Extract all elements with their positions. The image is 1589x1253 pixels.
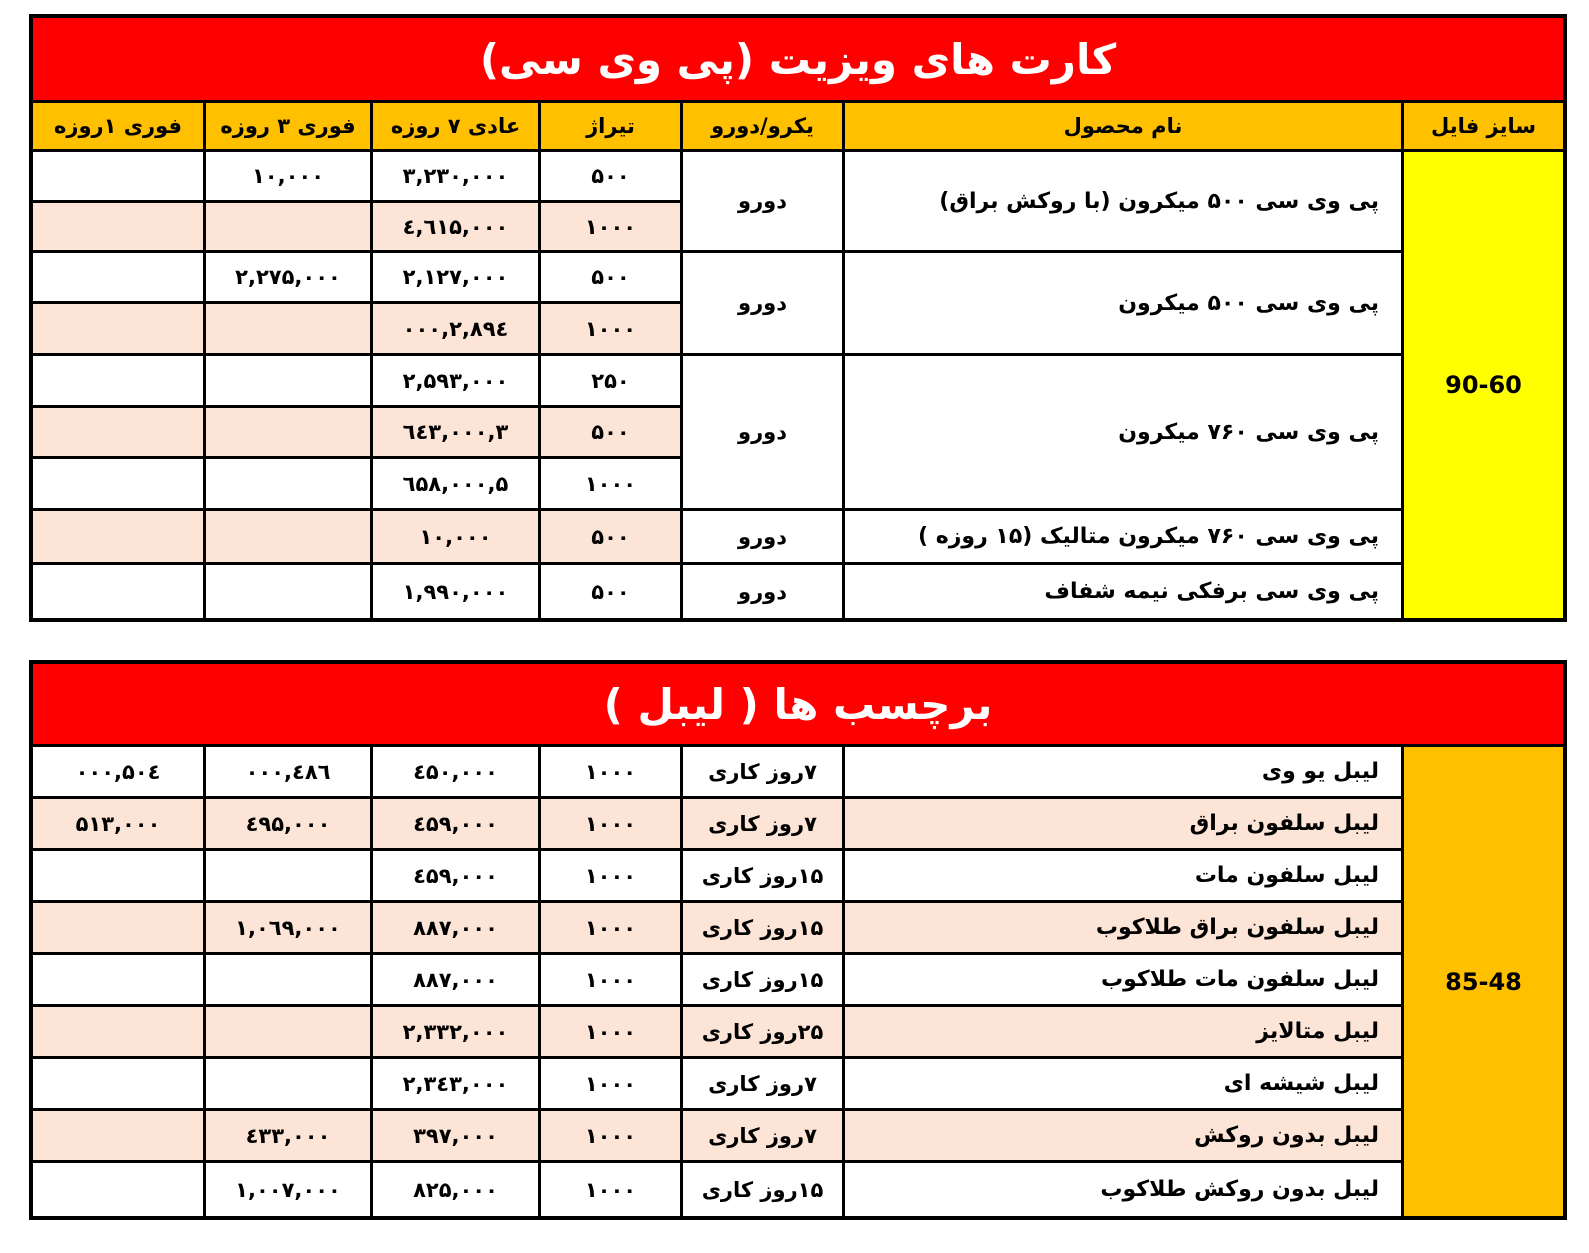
label-price-fast1 — [33, 851, 203, 900]
label-price-fast3: ۱,۰۰۷,۰۰۰ — [206, 1163, 370, 1216]
pvc-price-normal: ۵,٦۵۸,۰۰۰ — [373, 459, 538, 508]
pvc-table-title: کارت های ویزیت (پی وی سی) — [33, 18, 1563, 100]
label-qty: ۱۰۰۰ — [541, 1059, 680, 1108]
label-price-normal: ۸۲۵,۰۰۰ — [373, 1163, 538, 1216]
label-price-fast1 — [33, 955, 203, 1004]
label-product-name: لیبل یو وی — [845, 747, 1401, 796]
label-price-fast1 — [33, 1059, 203, 1108]
pvc-price-normal: ٤,٦۱۵,۰۰۰ — [373, 203, 538, 250]
pvc-price-fast3 — [206, 203, 370, 250]
pvc-qty: ۵۰۰ — [541, 511, 680, 562]
label-price-normal: ٤۵۹,۰۰۰ — [373, 851, 538, 900]
label-qty: ۱۰۰۰ — [541, 1111, 680, 1160]
pvc-product-name: پی وی سی برفکی نیمه شفاف — [845, 565, 1401, 618]
label-price-fast3 — [206, 1007, 370, 1056]
label-product-name: لیبل شیشه ای — [845, 1059, 1401, 1108]
pvc-price-fast3 — [206, 408, 370, 456]
pvc-product-name: پی وی سی ۵۰۰ میکرون (با روکش براق) — [845, 152, 1401, 250]
label-price-fast1 — [33, 1111, 203, 1160]
pvc-qty: ۱۰۰۰ — [541, 304, 680, 353]
header-size: سایز فایل — [1404, 103, 1563, 149]
labels-price-table — [29, 660, 1567, 1220]
label-price-fast3: ٤۹۵,۰۰۰ — [206, 799, 370, 848]
label-product-name: لیبل سلفون براق طلاکوب — [845, 903, 1401, 952]
pvc-product-name: پی وی سی ۷۶۰ میکرون متالیک (۱۵ روزه ) — [845, 511, 1401, 562]
pvc-price-fast1 — [33, 459, 203, 508]
label-price-fast1 — [33, 1007, 203, 1056]
pvc-sides: دورو — [683, 565, 842, 618]
pvc-qty: ۱۰۰۰ — [541, 203, 680, 250]
label-product-name: لیبل متالایز — [845, 1007, 1401, 1056]
label-price-normal: ۲,۳۳۲,۰۰۰ — [373, 1007, 538, 1056]
pvc-qty: ۲۵۰ — [541, 356, 680, 405]
pvc-price-fast3: ۲,۲۷۵,۰۰۰ — [206, 253, 370, 301]
pvc-size-cell: 90-60 — [1404, 152, 1563, 618]
pvc-price-fast3 — [206, 565, 370, 618]
label-price-fast3 — [206, 955, 370, 1004]
pvc-product-name: پی وی سی ۷۶۰ میکرون — [845, 356, 1401, 508]
pvc-sides: دورو — [683, 356, 842, 508]
label-product-name: لیبل سلفون مات — [845, 851, 1401, 900]
label-qty: ۱۰۰۰ — [541, 747, 680, 796]
pvc-price-fast1 — [33, 304, 203, 353]
pvc-qty: ۱۰۰۰ — [541, 459, 680, 508]
header-fast-1-day: فوری ۱روزه — [33, 103, 203, 149]
label-product-name: لیبل سلفون براق — [845, 799, 1401, 848]
label-price-fast3 — [206, 851, 370, 900]
label-price-normal: ۲,۳٤۳,۰۰۰ — [373, 1059, 538, 1108]
header-qty: تیراژ — [541, 103, 680, 149]
label-product-name: لیبل بدون روکش — [845, 1111, 1401, 1160]
pvc-price-fast3 — [206, 304, 370, 353]
label-price-fast1 — [33, 903, 203, 952]
label-price-normal: ۸۸۷,۰۰۰ — [373, 955, 538, 1004]
label-days: ۱۵روز کاری — [683, 903, 842, 952]
pvc-price-fast1 — [33, 565, 203, 618]
pvc-price-normal: ۲,۱۲۷,۰۰۰ — [373, 253, 538, 301]
header-normal-7-day: عادی ۷ روزه — [373, 103, 538, 149]
label-price-fast3: ٤۳۳,۰۰۰ — [206, 1111, 370, 1160]
pvc-qty: ۵۰۰ — [541, 253, 680, 301]
pvc-price-fast3: ۱۰,۰۰۰ — [206, 152, 370, 200]
label-qty: ۱۰۰۰ — [541, 1007, 680, 1056]
pvc-price-fast1 — [33, 356, 203, 405]
pvc-price-normal: ۱,۹۹۰,۰۰۰ — [373, 565, 538, 618]
pvc-price-fast3 — [206, 511, 370, 562]
pvc-price-fast1 — [33, 253, 203, 301]
label-qty: ۱۰۰۰ — [541, 903, 680, 952]
label-days: ۱۵روز کاری — [683, 851, 842, 900]
labels-size-cell: 85-48 — [1404, 747, 1563, 1216]
pvc-price-fast1 — [33, 408, 203, 456]
pvc-price-fast1 — [33, 511, 203, 562]
header-product: نام محصول — [845, 103, 1401, 149]
header-fast-3-day: فوری ۳ روزه — [206, 103, 370, 149]
labels-table-title: برچسب ها ( لیبل ) — [33, 664, 1563, 744]
label-qty: ۱۰۰۰ — [541, 851, 680, 900]
pvc-sides: دورو — [683, 152, 842, 250]
pvc-qty: ۵۰۰ — [541, 152, 680, 200]
pvc-price-normal: ۲,۵۹۳,۰۰۰ — [373, 356, 538, 405]
label-days: ۱۵روز کاری — [683, 955, 842, 1004]
pvc-price-normal: ۳,٦٤۳,۰۰۰ — [373, 408, 538, 456]
label-qty: ۱۰۰۰ — [541, 799, 680, 848]
label-days: ۲۵روز کاری — [683, 1007, 842, 1056]
header-sides: یکرو/دورو — [683, 103, 842, 149]
label-price-fast1: ۵۱۳,۰۰۰ — [33, 799, 203, 848]
label-price-fast3: ۱,۰٦۹,۰۰۰ — [206, 903, 370, 952]
label-price-normal: ۳۹۷,۰۰۰ — [373, 1111, 538, 1160]
pvc-price-normal: ۳,۲۳۰,۰۰۰ — [373, 152, 538, 200]
label-days: ۷روز کاری — [683, 1111, 842, 1160]
pvc-price-normal: ۱۰,۰۰۰ — [373, 511, 538, 562]
pvc-price-normal: ۲,۸۹٤,۰۰۰ — [373, 304, 538, 353]
pvc-sides: دورو — [683, 253, 842, 353]
pvc-price-table — [29, 14, 1567, 622]
label-product-name: لیبل سلفون مات طلاکوب — [845, 955, 1401, 1004]
label-days: ۱۵روز کاری — [683, 1163, 842, 1216]
label-product-name: لیبل بدون روکش طلاکوب — [845, 1163, 1401, 1216]
pvc-price-fast1 — [33, 152, 203, 200]
label-price-fast1 — [33, 1163, 203, 1216]
pvc-sides: دورو — [683, 511, 842, 562]
label-price-fast3 — [206, 1059, 370, 1108]
pvc-qty: ۵۰۰ — [541, 408, 680, 456]
label-days: ۷روز کاری — [683, 799, 842, 848]
label-days: ۷روز کاری — [683, 747, 842, 796]
label-qty: ۱۰۰۰ — [541, 1163, 680, 1216]
label-price-normal: ۸۸۷,۰۰۰ — [373, 903, 538, 952]
pvc-price-fast1 — [33, 203, 203, 250]
label-price-normal: ٤۵۹,۰۰۰ — [373, 799, 538, 848]
label-price-normal: ٤۵۰,۰۰۰ — [373, 747, 538, 796]
label-price-fast3: ٤۸٦,۰۰۰ — [206, 747, 370, 796]
pvc-price-fast3 — [206, 459, 370, 508]
label-price-fast1: ۵۰٤,۰۰۰ — [33, 747, 203, 796]
pvc-qty: ۵۰۰ — [541, 565, 680, 618]
pvc-price-fast3 — [206, 356, 370, 405]
label-days: ۷روز کاری — [683, 1059, 842, 1108]
label-qty: ۱۰۰۰ — [541, 955, 680, 1004]
pvc-product-name: پی وی سی ۵۰۰ میکرون — [845, 253, 1401, 353]
